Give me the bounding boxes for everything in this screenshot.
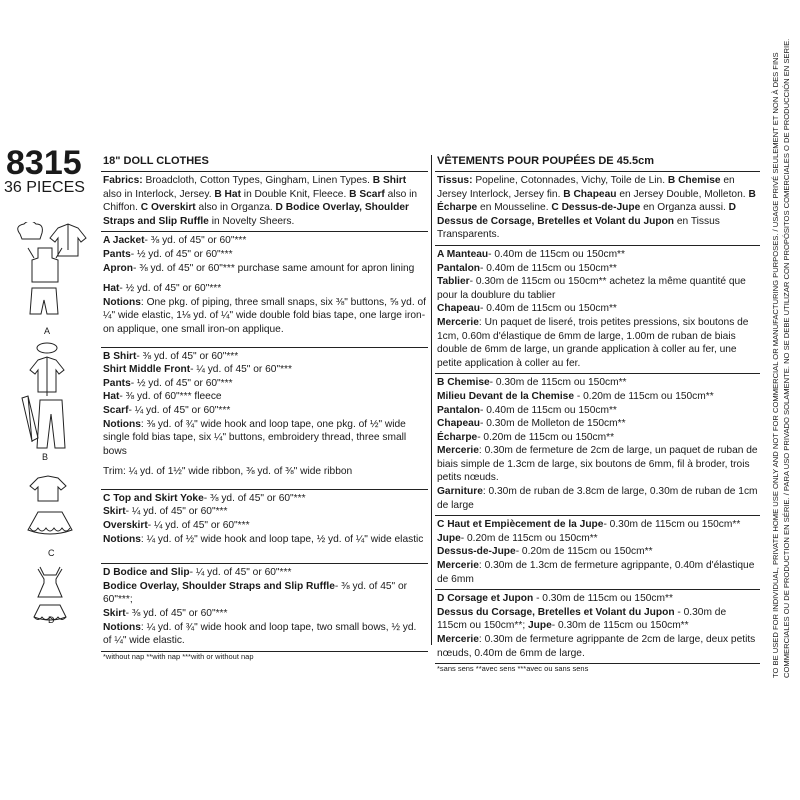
english-view-d: D Bodice and Slip- ¼ yd. of 45" or 60"*** Bodice Overlay, Shoulder Straps and Slip Ruffle- ⅜ yd. of 45" or 60"***; Skirt- ⅜ yd. of 45" or 60"*** Notions: ¼ yd. of ¾" wide hook and loop tape, two small bows, ½ yd. of ¼" wide elastic. xyxy=(101,564,428,652)
english-title: 18" DOLL CLOTHES xyxy=(101,155,428,172)
french-view-d: D Corsage et Jupon - 0.30m de 115cm ou 150cm** Dessus du Corsage, Bretelles et Volant du Jupon - 0.30m de 115cm ou 150cm**; Jupe- 0.30m de 115cm ou 150cm** Mercerie: 0.30m de fermeture agrippante de 2cm de large, deux petits nœuds, 0.40m de 6mm de large. xyxy=(435,590,760,664)
view-c-illustration xyxy=(10,474,90,558)
beret-icon xyxy=(37,343,57,353)
french-title: VÊTEMENTS POUR POUPÉES DE 45.5cm xyxy=(435,155,760,172)
view-a-label: A xyxy=(44,326,51,336)
apron-icon xyxy=(28,248,62,282)
bodice-icon xyxy=(38,567,62,597)
trousers-icon xyxy=(37,400,65,448)
english-view-c: C Top and Skirt Yoke- ⅜ yd. of 45" or 60"*** Skirt- ¼ yd. of 45" or 60"*** Overskirt- ¼ yd. of 45" or 60"*** Notions: ¼ yd. of ½" wide hook and loop tape, ½ yd. of ¼" wide elastic xyxy=(101,490,428,564)
shirt-icon xyxy=(30,357,64,396)
french-view-a: A Manteau- 0.40m de 115cm ou 150cm** Pantalon- 0.40m de 115cm ou 150cm** Tablier- 0.30m de 115cm ou 150cm** achetez la même quantité que pour la doublure du tablier Chapeau- 0.40m de 115cm ou 150cm** Mercerie: Un paquet de liseré, trois petites pressions, six boutons de 1cm, 0.60m d'élastique de 6mm de large, 1.00m de ruban de biais double de 6mm de large, un grande application à coller au fer, une petite application à coller au fer. xyxy=(435,246,760,374)
column-divider xyxy=(431,155,432,645)
view-b-illustration xyxy=(10,340,90,460)
english-column xyxy=(101,155,428,662)
view-c-label: C xyxy=(48,548,55,558)
disclaimer-line-2: COMMERCIALES OU DE PRODUCTION EN SÉRIE. / PARA USO PRIVADO SOLAMENTE. NO SE DEBE UTILIZAR CON PROPÓSITOS COMERCIALES O DE PRODUCCIÓN EN SERIE. xyxy=(782,38,791,678)
english-footnote: *without nap **with nap ***with or without nap xyxy=(103,651,254,661)
french-view-b: B Chemise- 0.30m de 115cm ou 150cm** Milieu Devant de la Chemise - 0.20m de 115cm ou 150cm** Pantalon- 0.40m de 115cm ou 150cm** Chapeau- 0.30m de Molleton de 150cm** Écharpe- 0.20m de 115cm ou 150cm** Mercerie: 0.30m de fermeture de 2cm de large, un paquet de ruban de biais simple de 1.3cm de large, six boutons de 6mm, fil à broder, trois petits nœuds. Garniture: 0.30m de ruban de 3.8cm de large, 0.30m de ruban de 1cm de large xyxy=(435,374,760,516)
view-d-label: D xyxy=(48,615,55,625)
view-a-illustration xyxy=(10,222,90,336)
pieces-count: 36 PIECES xyxy=(4,179,85,196)
english-view-a: A Jacket- ⅜ yd. of 45" or 60"*** Pants- ½ yd. of 45" or 60"*** Apron- ⅜ yd. of 45" or 60"*** purchase same amount for apron lining Hat- ½ yd. of 45" or 60"*** Notions: One pkg. of piping, three small snaps, six ⅜" buttons, ⅝ yd. of ¼" wide elastic, 1⅛ yd. of ¼" wide double fold bias tape, one large iron-on applique, one small iron-on applique. xyxy=(101,232,428,347)
english-view-b: B Shirt- ⅜ yd. of 45" or 60"*** Shirt Middle Front- ¼ yd. of 45" or 60"*** Pants- ½ yd. of 45" or 60"*** Hat- ⅜ yd. of 60"*** fleece Scarf- ¼ yd. of 45" or 60"*** Notions: ⅜ yd. of ¾" wide hook and loop tape, one pkg. of ½" wide single fold bias tape, six ¼" buttons, embroidery thread, three small bows Trim: ¼ yd. of 1½" wide ribbon, ⅜ yd. of ⅜" wide ribbon xyxy=(101,348,428,490)
view-b-label: B xyxy=(42,452,49,462)
jacket-icon xyxy=(50,224,86,256)
pattern-number: 8315 xyxy=(6,144,82,182)
view-d-illustration xyxy=(10,565,90,655)
french-fabrics: Tissus: Popeline, Cotonnades, Vichy, Toile de Lin. B Chemise en Jersey Interlock, Jersey fin. B Chapeau en Jersey Double, Molleton. B Écharpe en Mousseline. C Dessus-de-Jupe en Organza aussi. D Dessus de Corsage, Bretelles et Volant du Jupon en Tissus Transparents. xyxy=(435,172,760,246)
usage-disclaimer xyxy=(763,38,799,678)
scarf-icon xyxy=(22,396,38,442)
top-icon xyxy=(30,476,66,501)
english-fabrics: Fabrics: Broadcloth, Cotton Types, Gingham, Linen Types. B Shirt also in Interlock, Jersey. B Hat in Double Knit, Fleece. B Scarf also in Chiffon. C Overskirt also in Organza. D Bodice Overlay, Shoulder Straps and Slip Ruffle in Novelty Sheers. xyxy=(101,172,428,232)
french-view-c: C Haut et Empiècement de la Jupe- 0.30m de 115cm ou 150cm** Jupe- 0.20m de 115cm ou 150cm** Dessus-de-Jupe- 0.20m de 115cm ou 150cm** Mercerie: 0.30m de 1.3cm de fermeture agrippante, 0.40m d'élastique de 6mm xyxy=(435,516,760,590)
pants-icon xyxy=(30,288,58,314)
disclaimer-line-1: TO BE USED FOR INDIVIDUAL, PRIVATE HOME USE ONLY AND NOT FOR COMMERCIAL OR MANUFACTURING PURPOSES. / USAGE PRIVÉ SEULEMENT ET NON À DES FINS xyxy=(771,52,780,678)
french-footnote: *sans sens **avec sens ***avec ou sans sens xyxy=(437,664,589,674)
french-column xyxy=(435,155,760,674)
chef-hat-icon xyxy=(18,222,43,239)
